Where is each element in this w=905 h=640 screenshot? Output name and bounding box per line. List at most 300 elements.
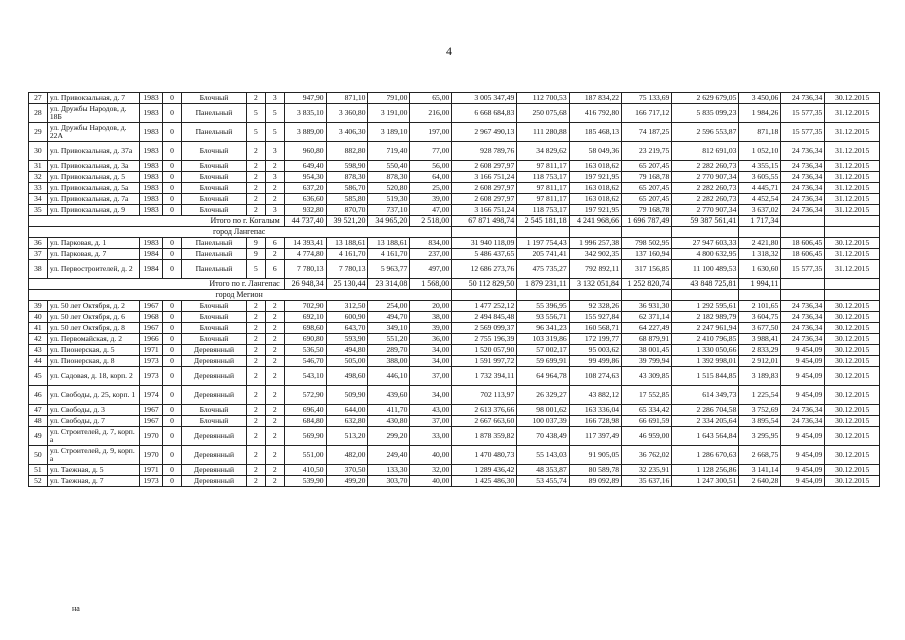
- table-cell: 0: [163, 161, 182, 172]
- table-cell: ул. Привокзальная, д. 7: [47, 93, 139, 104]
- table-cell: ул. Привокзальная, д. 5а: [47, 183, 139, 194]
- table-cell: 75 133,69: [622, 93, 672, 104]
- table-cell: 719,40: [368, 142, 410, 161]
- table-cell: 812 691,03: [672, 142, 739, 161]
- empty-cell: [622, 227, 672, 238]
- table-cell: 644,00: [326, 405, 368, 416]
- table-row: [29, 93, 880, 104]
- table-cell: 24 736,34: [781, 416, 825, 427]
- table-cell: 64,00: [410, 172, 452, 183]
- table-cell: Деревянный: [181, 367, 246, 386]
- table-cell: Панельный: [181, 238, 246, 249]
- table-cell: ул. Привокзальная, д. 5: [47, 172, 139, 183]
- empty-cell: [569, 227, 621, 238]
- table-cell: 62 371,14: [622, 312, 672, 323]
- table-cell: 31.12.2015: [825, 205, 880, 216]
- table-row: [29, 123, 880, 142]
- table-cell: 1 425 486,30: [452, 476, 517, 487]
- table-cell: 92 328,26: [569, 301, 621, 312]
- table-cell: 536,50: [284, 345, 326, 356]
- table-row: [29, 172, 880, 183]
- table-cell: 2: [246, 334, 265, 345]
- table-row: [29, 405, 880, 416]
- table-cell: 43,00: [410, 405, 452, 416]
- table-cell: 31.12.2015: [825, 183, 880, 194]
- table-cell: 0: [163, 93, 182, 104]
- table-cell: 36 762,02: [622, 446, 672, 465]
- subtotal-cell: 1 252 820,74: [622, 279, 672, 290]
- table-cell: 494,80: [326, 345, 368, 356]
- table-cell: 50: [29, 446, 48, 465]
- table-cell: 2 608 297,97: [452, 183, 517, 194]
- table-cell: 3 604,75: [739, 312, 781, 323]
- table-cell: 11 100 489,53: [672, 260, 739, 279]
- table-cell: 1 984,26: [739, 104, 781, 123]
- table-cell: 31.12.2015: [825, 172, 880, 183]
- table-cell: 1983: [140, 172, 163, 183]
- table-cell: 2: [265, 367, 284, 386]
- table-cell: 2 667 663,60: [452, 416, 517, 427]
- empty-cell: [739, 227, 781, 238]
- table-cell: 216,00: [410, 104, 452, 123]
- table-cell: 0: [163, 386, 182, 405]
- table-cell: 65 207,45: [622, 183, 672, 194]
- table-cell: 637,20: [284, 183, 326, 194]
- table-cell: 35 637,16: [622, 476, 672, 487]
- table-cell: 0: [163, 104, 182, 123]
- table-cell: 2 247 961,94: [672, 323, 739, 334]
- table-cell: 0: [163, 260, 182, 279]
- table-row: [29, 249, 880, 260]
- table-cell: 494,70: [368, 312, 410, 323]
- table-cell: 498,60: [326, 367, 368, 386]
- table-cell: Блочный: [181, 416, 246, 427]
- table-cell: 39,00: [410, 194, 452, 205]
- table-cell: 5: [265, 104, 284, 123]
- table-cell: 2 613 376,66: [452, 405, 517, 416]
- empty-cell: [517, 227, 569, 238]
- subtotal-cell: 4 241 968,66: [569, 216, 621, 227]
- table-row: [29, 416, 880, 427]
- table-cell: 9 454,09: [781, 386, 825, 405]
- table-cell: 9 454,09: [781, 427, 825, 446]
- table-cell: 163 018,62: [569, 183, 621, 194]
- table-cell: 4 161,70: [368, 249, 410, 260]
- table-cell: 1967: [140, 405, 163, 416]
- table-cell: 572,90: [284, 386, 326, 405]
- table-cell: 44: [29, 356, 48, 367]
- table-cell: 0: [163, 183, 182, 194]
- table-cell: 2: [265, 323, 284, 334]
- city-name: город Лангепас: [29, 227, 452, 238]
- table-row: [29, 301, 880, 312]
- table-cell: 2: [265, 446, 284, 465]
- table-cell: 4 800 632,95: [672, 249, 739, 260]
- table-cell: 2 286 704,58: [672, 405, 739, 416]
- table-row: [29, 427, 880, 446]
- table-cell: ул. Первостроителей, д. 2: [47, 260, 139, 279]
- table-cell: 2 755 196,39: [452, 334, 517, 345]
- table-cell: 2: [246, 183, 265, 194]
- table-cell: 160 568,71: [569, 323, 621, 334]
- empty-cell: [569, 290, 621, 301]
- table-cell: 1 470 480,73: [452, 446, 517, 465]
- table-cell: 24 736,34: [781, 405, 825, 416]
- table-cell: 3 295,95: [739, 427, 781, 446]
- table-cell: Деревянный: [181, 345, 246, 356]
- table-cell: 614 349,73: [672, 386, 739, 405]
- table-cell: 3 605,55: [739, 172, 781, 183]
- table-cell: ул. Привокзальная, д. 3а: [47, 161, 139, 172]
- table-cell: ул. Привокзальная, д. 9: [47, 205, 139, 216]
- table-cell: 3: [265, 205, 284, 216]
- subtotal-cell: 3 132 051,84: [569, 279, 621, 290]
- table-cell: 5 963,77: [368, 260, 410, 279]
- table-cell: 24 736,34: [781, 142, 825, 161]
- table-cell: 2 912,01: [739, 356, 781, 367]
- table-cell: 80 589,78: [569, 465, 621, 476]
- table-cell: 1983: [140, 194, 163, 205]
- table-cell: 1984: [140, 249, 163, 260]
- table-cell: 64 964,78: [517, 367, 569, 386]
- table-cell: 4 452,54: [739, 194, 781, 205]
- table-cell: 2 421,80: [739, 238, 781, 249]
- table-cell: 30.12.2015: [825, 386, 880, 405]
- table-cell: Блочный: [181, 405, 246, 416]
- table-cell: 4 774,80: [284, 249, 326, 260]
- table-cell: ул. Дружбы Народов, д. 22А: [47, 123, 139, 142]
- table-cell: 39: [29, 301, 48, 312]
- table-cell: 0: [163, 334, 182, 345]
- table-cell: 166 717,12: [622, 104, 672, 123]
- table-cell: 23 219,75: [622, 142, 672, 161]
- subtotal-row: [29, 216, 880, 227]
- table-cell: 5: [246, 260, 265, 279]
- table-cell: 5: [246, 104, 265, 123]
- table-cell: 118 753,17: [517, 205, 569, 216]
- table-cell: 317 156,85: [622, 260, 672, 279]
- empty-cell: [825, 216, 880, 227]
- table-cell: 1967: [140, 301, 163, 312]
- table-cell: 3 406,30: [326, 123, 368, 142]
- table-cell: 20,00: [410, 301, 452, 312]
- table-cell: 0: [163, 301, 182, 312]
- table-cell: 1971: [140, 465, 163, 476]
- table-cell: 31.12.2015: [825, 123, 880, 142]
- table-cell: 882,80: [326, 142, 368, 161]
- table-cell: 1974: [140, 386, 163, 405]
- table-cell: 24 736,34: [781, 161, 825, 172]
- table-cell: ул. 50 лет Октября, д. 6: [47, 312, 139, 323]
- table-cell: 46: [29, 386, 48, 405]
- table-cell: ул. Пионерская, д. 5: [47, 345, 139, 356]
- table-row: [29, 238, 880, 249]
- table-cell: 2: [246, 194, 265, 205]
- empty-cell: [622, 290, 672, 301]
- table-cell: 33: [29, 183, 48, 194]
- table-cell: 4 161,70: [326, 249, 368, 260]
- table-cell: 46 959,00: [622, 427, 672, 446]
- table-cell: 187 834,22: [569, 93, 621, 104]
- table-cell: 30.12.2015: [825, 476, 880, 487]
- table-cell: 1983: [140, 238, 163, 249]
- table-cell: 24 736,34: [781, 183, 825, 194]
- table-cell: Панельный: [181, 104, 246, 123]
- table-cell: 600,90: [326, 312, 368, 323]
- table-cell: 2: [265, 345, 284, 356]
- table-cell: Блочный: [181, 323, 246, 334]
- table-cell: 2: [246, 205, 265, 216]
- subtotal-cell: 59 387 561,41: [672, 216, 739, 227]
- table-cell: 1983: [140, 161, 163, 172]
- subtotal-cell: 44 737,40: [284, 216, 326, 227]
- empty-cell: [452, 290, 517, 301]
- table-cell: 632,80: [326, 416, 368, 427]
- table-cell: 2: [246, 356, 265, 367]
- table-cell: Блочный: [181, 172, 246, 183]
- table-cell: 2 770 907,34: [672, 172, 739, 183]
- table-cell: 871,10: [326, 93, 368, 104]
- table-cell: 684,80: [284, 416, 326, 427]
- table-cell: 96 341,23: [517, 323, 569, 334]
- table-cell: 2: [265, 194, 284, 205]
- table-cell: 197,00: [410, 123, 452, 142]
- subtotal-cell: 2 545 181,18: [517, 216, 569, 227]
- table-cell: 15 577,35: [781, 260, 825, 279]
- table-cell: 37,00: [410, 416, 452, 427]
- table-cell: 2: [265, 312, 284, 323]
- subtotal-cell: 50 112 829,50: [452, 279, 517, 290]
- table-cell: ул. Строителей, д. 9, корп. а: [47, 446, 139, 465]
- table-cell: 289,70: [368, 345, 410, 356]
- table-cell: 2 569 099,37: [452, 323, 517, 334]
- table-cell: ул. Таежная, д. 5: [47, 465, 139, 476]
- table-cell: 696,40: [284, 405, 326, 416]
- table-cell: 342 902,35: [569, 249, 621, 260]
- table-cell: 48: [29, 416, 48, 427]
- table-cell: 79 168,78: [622, 172, 672, 183]
- empty-cell: [517, 290, 569, 301]
- housing-table-container: [28, 92, 880, 487]
- table-row: [29, 142, 880, 161]
- table-cell: 36: [29, 238, 48, 249]
- table-cell: 649,40: [284, 161, 326, 172]
- table-cell: 30.12.2015: [825, 334, 880, 345]
- table-cell: 3 005 347,49: [452, 93, 517, 104]
- table-cell: 99 499,86: [569, 356, 621, 367]
- table-cell: 43 882,12: [569, 386, 621, 405]
- table-cell: 2: [265, 249, 284, 260]
- table-cell: 834,00: [410, 238, 452, 249]
- table-row: [29, 183, 880, 194]
- subtotal-cell: 39 521,20: [326, 216, 368, 227]
- table-cell: 31.12.2015: [825, 260, 880, 279]
- table-cell: 40,00: [410, 476, 452, 487]
- table-cell: 97 811,17: [517, 194, 569, 205]
- table-cell: 40: [29, 312, 48, 323]
- table-cell: 3 360,80: [326, 104, 368, 123]
- table-cell: ул. Свободы, д. 25, корп. 1: [47, 386, 139, 405]
- table-cell: 303,70: [368, 476, 410, 487]
- table-cell: 0: [163, 142, 182, 161]
- table-cell: 58 049,36: [569, 142, 621, 161]
- table-cell: 93 556,71: [517, 312, 569, 323]
- table-cell: 1 052,10: [739, 142, 781, 161]
- table-cell: 928 789,76: [452, 142, 517, 161]
- table-cell: 2: [246, 312, 265, 323]
- table-cell: 27: [29, 93, 48, 104]
- table-cell: 3 189,10: [368, 123, 410, 142]
- table-cell: 932,80: [284, 205, 326, 216]
- table-cell: 9 454,09: [781, 446, 825, 465]
- table-cell: 1970: [140, 446, 163, 465]
- table-cell: 543,10: [284, 367, 326, 386]
- table-cell: 5 835 099,23: [672, 104, 739, 123]
- table-cell: 513,20: [326, 427, 368, 446]
- table-cell: 66 691,59: [622, 416, 672, 427]
- table-cell: 32,00: [410, 465, 452, 476]
- table-cell: 47,00: [410, 205, 452, 216]
- table-row: [29, 205, 880, 216]
- table-cell: 65 207,45: [622, 194, 672, 205]
- table-cell: Деревянный: [181, 465, 246, 476]
- table-body: [29, 93, 880, 487]
- table-cell: 1 128 256,86: [672, 465, 739, 476]
- table-cell: 878,30: [326, 172, 368, 183]
- table-cell: 3 988,41: [739, 334, 781, 345]
- table-cell: 960,80: [284, 142, 326, 161]
- table-cell: 31.12.2015: [825, 194, 880, 205]
- table-cell: 25,00: [410, 183, 452, 194]
- table-cell: 33,00: [410, 427, 452, 446]
- table-row: [29, 476, 880, 487]
- table-cell: 2 282 260,73: [672, 161, 739, 172]
- table-cell: 24 736,34: [781, 93, 825, 104]
- table-cell: 31.12.2015: [825, 104, 880, 123]
- page-number: 4: [446, 44, 452, 58]
- table-cell: 43: [29, 345, 48, 356]
- table-cell: 26 329,27: [517, 386, 569, 405]
- table-cell: ул. Парковая, д. 1: [47, 238, 139, 249]
- table-cell: 29: [29, 123, 48, 142]
- table-cell: 3 191,00: [368, 104, 410, 123]
- table-cell: 28: [29, 104, 48, 123]
- table-cell: 197 921,95: [569, 172, 621, 183]
- table-cell: 37: [29, 249, 48, 260]
- table-cell: 299,20: [368, 427, 410, 446]
- table-cell: 43 309,85: [622, 367, 672, 386]
- table-cell: 30.12.2015: [825, 427, 880, 446]
- table-cell: Блочный: [181, 312, 246, 323]
- subtotal-cell: 34 965,20: [368, 216, 410, 227]
- table-cell: Деревянный: [181, 446, 246, 465]
- table-cell: 3: [265, 172, 284, 183]
- table-cell: 5 486 437,65: [452, 249, 517, 260]
- table-cell: 97 811,17: [517, 183, 569, 194]
- table-cell: 24 736,34: [781, 301, 825, 312]
- table-cell: 166 728,98: [569, 416, 621, 427]
- table-cell: 2 668,75: [739, 446, 781, 465]
- table-cell: 2: [246, 446, 265, 465]
- table-cell: 98 001,62: [517, 405, 569, 416]
- table-row: [29, 465, 880, 476]
- table-cell: 2: [246, 416, 265, 427]
- table-cell: 38,00: [410, 312, 452, 323]
- table-cell: 137 160,94: [622, 249, 672, 260]
- table-cell: 172 199,77: [569, 334, 621, 345]
- table-cell: 2: [265, 405, 284, 416]
- table-cell: 1967: [140, 323, 163, 334]
- table-cell: Панельный: [181, 249, 246, 260]
- table-cell: 1966: [140, 334, 163, 345]
- table-cell: 2: [246, 161, 265, 172]
- empty-cell: [825, 279, 880, 290]
- table-cell: 13 188,61: [368, 238, 410, 249]
- table-cell: 30.12.2015: [825, 356, 880, 367]
- table-cell: 89 092,89: [569, 476, 621, 487]
- table-cell: 482,00: [326, 446, 368, 465]
- table-cell: 30.12.2015: [825, 416, 880, 427]
- table-cell: 3 450,06: [739, 93, 781, 104]
- table-cell: 2 833,29: [739, 345, 781, 356]
- subtotal-cell: 2 518,00: [410, 216, 452, 227]
- table-cell: 9 454,09: [781, 345, 825, 356]
- table-cell: 15 577,35: [781, 104, 825, 123]
- table-cell: 1973: [140, 356, 163, 367]
- empty-cell: [781, 227, 825, 238]
- table-cell: 2: [265, 356, 284, 367]
- table-cell: 34 829,62: [517, 142, 569, 161]
- table-cell: 569,90: [284, 427, 326, 446]
- table-cell: 24 736,34: [781, 172, 825, 183]
- table-cell: ул. Таежная, д. 7: [47, 476, 139, 487]
- table-cell: 0: [163, 194, 182, 205]
- table-cell: 520,80: [368, 183, 410, 194]
- city-header-row: [29, 227, 880, 238]
- table-cell: 539,90: [284, 476, 326, 487]
- table-cell: 49: [29, 427, 48, 446]
- table-cell: Блочный: [181, 142, 246, 161]
- empty-cell: [825, 227, 880, 238]
- table-cell: 40,00: [410, 446, 452, 465]
- table-cell: Деревянный: [181, 427, 246, 446]
- table-cell: 185 468,13: [569, 123, 621, 142]
- empty-cell: [452, 227, 517, 238]
- subtotal-cell: 26 948,34: [284, 279, 326, 290]
- table-cell: 2 410 796,85: [672, 334, 739, 345]
- table-cell: Блочный: [181, 93, 246, 104]
- table-cell: 70 438,49: [517, 427, 569, 446]
- subtotal-cell: 1 568,00: [410, 279, 452, 290]
- table-cell: 1973: [140, 367, 163, 386]
- table-cell: 254,00: [368, 301, 410, 312]
- table-cell: 586,70: [326, 183, 368, 194]
- table-cell: 2: [265, 416, 284, 427]
- table-cell: 3 835,10: [284, 104, 326, 123]
- table-cell: 585,80: [326, 194, 368, 205]
- table-cell: 388,00: [368, 356, 410, 367]
- table-cell: 3: [265, 93, 284, 104]
- table-cell: 519,30: [368, 194, 410, 205]
- table-cell: 509,90: [326, 386, 368, 405]
- table-row: [29, 161, 880, 172]
- subtotal-cell: 1 717,34: [739, 216, 781, 227]
- table-cell: 3 637,02: [739, 205, 781, 216]
- empty-cell: [825, 290, 880, 301]
- table-cell: 30.12.2015: [825, 93, 880, 104]
- subtotal-cell: 1 879 231,11: [517, 279, 569, 290]
- city-header-row: [29, 290, 880, 301]
